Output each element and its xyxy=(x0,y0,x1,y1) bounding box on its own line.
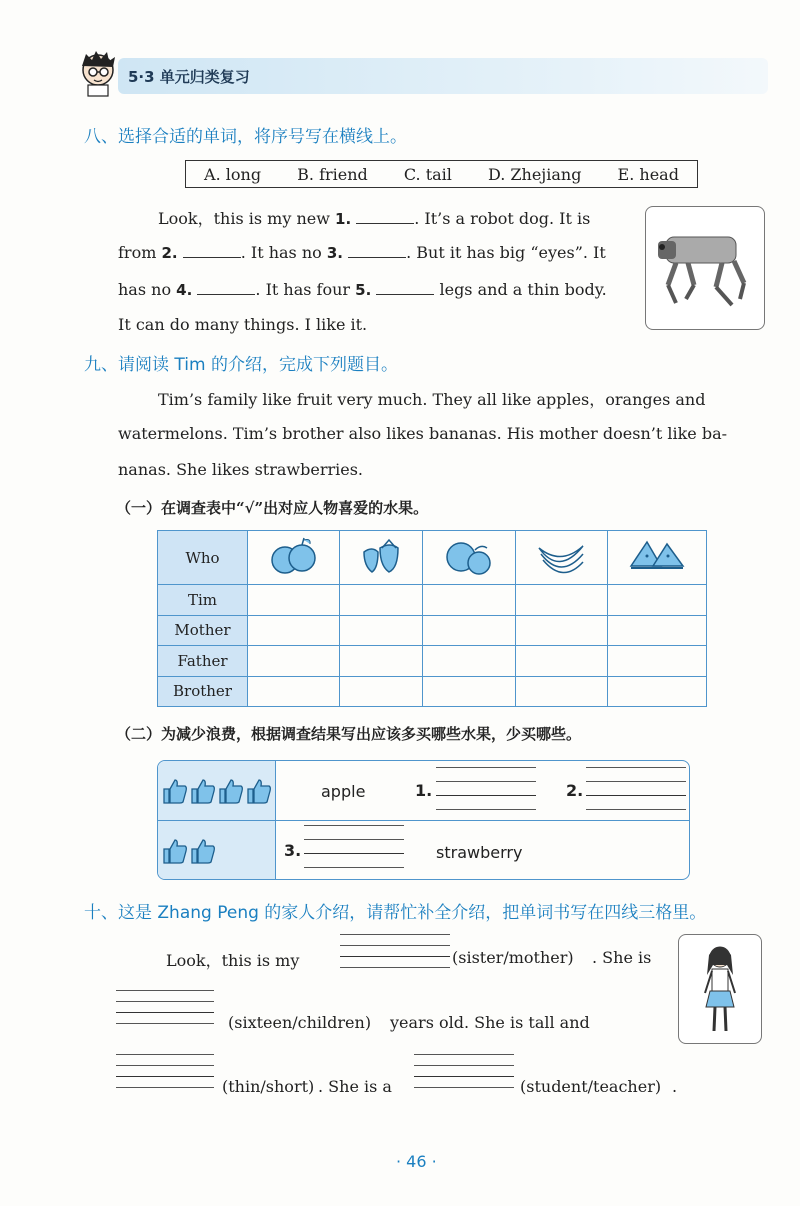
s10-blank-1[interactable] xyxy=(340,934,450,976)
s10-line3-mid: . She is a xyxy=(318,1077,392,1096)
cell[interactable] xyxy=(423,615,515,646)
s9-para2: watermelons. Tim’s brother also likes bananas. His mother doesn’t like ba- xyxy=(118,424,728,443)
cell[interactable] xyxy=(340,615,423,646)
strawberry-icon xyxy=(340,531,423,585)
s10-blank-2[interactable] xyxy=(116,990,214,1032)
cell[interactable] xyxy=(608,676,707,707)
girl-image xyxy=(678,934,762,1044)
row-mother: Mother xyxy=(158,615,248,646)
section8-title: 八、选择合适的单词，将序号写在横线上。 xyxy=(84,127,407,147)
word-options-box xyxy=(185,160,698,188)
cell[interactable] xyxy=(248,676,340,707)
option-e: E. head xyxy=(617,164,679,184)
s9-para3: nanas. She likes strawberries. xyxy=(118,460,363,479)
s10-opt-4: (student/teacher) xyxy=(520,1077,662,1096)
row-brother: Brother xyxy=(158,676,248,707)
orange-icon xyxy=(423,531,515,585)
s8-line1: Look，this is my new 1. . It’s a robot dog. It is xyxy=(158,209,591,228)
option-a: A. long xyxy=(204,164,262,184)
s10-opt-1: (sister/mother) xyxy=(452,948,574,967)
answer-lines-1[interactable] xyxy=(436,767,536,809)
s10-blank-3[interactable] xyxy=(116,1054,214,1096)
s9-sub1: （一）在调查表中“√”出对应人物喜爱的水果。 xyxy=(116,499,429,517)
s10-line1-start: Look，this is my xyxy=(166,951,300,970)
section10-title: 十、这是 Zhang Peng 的家人介绍，请帮忙补全介绍，把单词书写在四线三格里。 xyxy=(84,903,707,923)
watermelon-icon xyxy=(608,531,707,585)
cell[interactable] xyxy=(608,646,707,677)
cell[interactable] xyxy=(340,646,423,677)
cell[interactable] xyxy=(608,585,707,616)
section9-title: 九、请阅读 Tim 的介绍，完成下列题目。 xyxy=(84,355,398,375)
blank-1[interactable] xyxy=(356,208,414,224)
option-d: D. Zhejiang xyxy=(487,164,582,184)
cell[interactable] xyxy=(608,615,707,646)
banana-icon xyxy=(515,531,607,585)
s10-line2-end: years old. She is tall and xyxy=(390,1013,590,1032)
row-father: Father xyxy=(158,646,248,677)
four-thumbs-icon xyxy=(162,777,274,805)
answer-lines-2[interactable] xyxy=(586,767,686,809)
fruit-survey-table xyxy=(157,530,707,707)
two-thumbs-icon xyxy=(162,837,222,865)
s10-opt-3: (thin/short) xyxy=(222,1077,315,1096)
cell[interactable] xyxy=(423,646,515,677)
cell[interactable] xyxy=(515,676,607,707)
cell[interactable] xyxy=(515,615,607,646)
s10-line1-end: . She is xyxy=(592,948,652,967)
s10-blank-4[interactable] xyxy=(414,1054,514,1096)
cell[interactable] xyxy=(340,676,423,707)
s8-line4: It can do many things. I like it. xyxy=(118,315,368,334)
s9-sub2: （二）为减少浪费，根据调查结果写出应该多买哪些水果，少买哪些。 xyxy=(116,725,582,743)
page-number: · 46 · xyxy=(396,1152,437,1171)
cell[interactable] xyxy=(248,585,340,616)
s8-line3: has no 4. . It has four 5. legs and a thin body. xyxy=(118,280,607,299)
header-title: 5·3 单元归类复习 xyxy=(128,68,250,86)
row-tim: Tim xyxy=(158,585,248,616)
answer-lines-3[interactable] xyxy=(304,825,404,867)
blank-5[interactable] xyxy=(376,279,434,295)
blank-2[interactable] xyxy=(183,242,241,258)
blank-4[interactable] xyxy=(197,279,255,295)
pref-num-2: 2. xyxy=(566,781,584,800)
s9-para1: Tim’s family like fruit very much. They all like apples，oranges and xyxy=(158,390,706,409)
s8-line2: from 2. . It has no 3. . But it has big “eyes”. It xyxy=(118,243,606,262)
blank-3[interactable] xyxy=(348,242,406,258)
cell[interactable] xyxy=(340,585,423,616)
cell[interactable] xyxy=(515,646,607,677)
option-c: C. tail xyxy=(403,164,452,184)
pref-num-1: 1. xyxy=(415,781,433,800)
s10-line3-end: . xyxy=(672,1077,678,1096)
cell[interactable] xyxy=(248,615,340,646)
less-fruit-given: strawberry xyxy=(436,843,523,862)
cell[interactable] xyxy=(423,676,515,707)
mascot-icon xyxy=(74,48,124,98)
s10-opt-2: (sixteen/children) xyxy=(228,1013,372,1032)
preference-box xyxy=(157,760,690,880)
cell[interactable] xyxy=(515,585,607,616)
pref-num-3: 3. xyxy=(284,841,302,860)
who-header: Who xyxy=(158,531,248,585)
apple-icon xyxy=(248,531,340,585)
option-b: B. friend xyxy=(297,164,368,184)
cell[interactable] xyxy=(423,585,515,616)
more-fruit-given: apple xyxy=(321,782,366,801)
cell[interactable] xyxy=(248,646,340,677)
robot-dog-image xyxy=(645,206,765,330)
row-divider xyxy=(158,820,690,821)
